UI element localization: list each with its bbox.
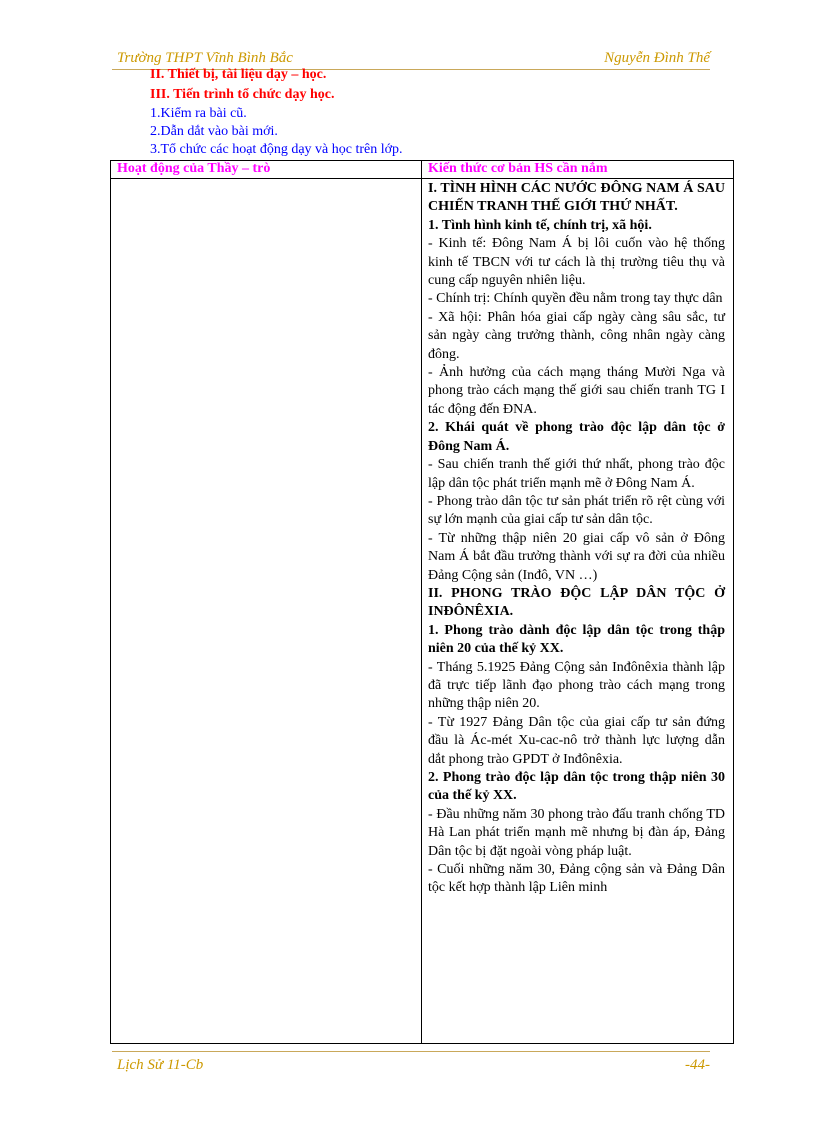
lesson-table <box>110 160 734 1044</box>
col-header-activities: Hoạt động của Thầy – trò <box>111 161 422 179</box>
content-heading: 1. Tình hình kinh tế, chính trị, xã hội. <box>428 217 652 233</box>
section-equipment: II. Thiết bị, tài liệu dạy – học. <box>150 67 327 82</box>
knowledge-content <box>422 179 733 1043</box>
content-paragraph: - Phong trào dân tộc tư sản phát triển rõ rệt cùng với sự lớn mạnh của giai cấp tư sản dân tộc. <box>428 493 725 528</box>
content-paragraph: - Chính trị: Chính quyền đều nằm trong tay thực dân <box>428 291 723 307</box>
content-heading: II. PHONG TRÀO ĐỘC LẬP DÂN TỘC Ở INĐÔNÊXIA. <box>428 585 725 620</box>
content-heading: 1. Phong trào dành độc lập dân tộc trong thập niên 20 của thế kỷ XX. <box>428 622 725 657</box>
content-paragraph: - Tháng 5.1925 Đảng Cộng sản Inđônêxia thành lập đã trực tiếp lãnh đạo phong trào cách mạng trong những thập niên 20. <box>428 659 725 712</box>
content-paragraph: - Ảnh hưởng của cách mạng tháng Mười Nga và phong trào cách mạng thế giới sau chiến tranh TG I tác động đến ĐNA. <box>428 365 725 417</box>
content-paragraph: - Từ những thập niên 20 giai cấp vô sản ở Đông Nam Á bắt đầu trưởng thành với sự ra đời của nhiều Đảng Cộng sản (Inđô, VN …) <box>428 530 725 583</box>
header-school: Trường THPT Vĩnh Bình Bắc <box>117 50 293 66</box>
step-1: 1.Kiểm ra bài cũ. <box>150 106 247 121</box>
content-paragraph: - Kinh tế: Đông Nam Á bị lôi cuốn vào hệ thống kinh tế TBCN với tư cách là thị trường tiêu thụ và cung cấp nguyên nhiên liệu. <box>428 236 725 289</box>
content-paragraph: - Đầu những năm 30 phong trào đấu tranh chống TD Hà Lan phát triển mạnh mẽ nhưng bị đàn áp, Đảng Dân tộc bị đặt ngoài vòng pháp luật. <box>428 806 725 859</box>
footer-subject: Lịch Sử 11-Cb <box>117 1057 204 1073</box>
activities-cell <box>111 179 422 1044</box>
knowledge-cell <box>422 179 734 1044</box>
content-paragraph: - Từ 1927 Đảng Dân tộc của giai cấp tư sản đứng đầu là Ác-mét Xu-cac-nô trở thành lực lượng dẫn dắt phong trào GPDT ở Inđônêxia. <box>428 714 725 767</box>
header-author: Nguyễn Đình Thế <box>604 50 710 66</box>
footer-page-number: -44- <box>685 1057 710 1073</box>
content-paragraph: - Cuối những năm 30, Đảng cộng sản và Đảng Dân tộc kết hợp thành lập Liên minh <box>428 862 725 896</box>
step-3: 3.Tổ chức các hoạt động dạy và học trên lớp. <box>150 142 403 157</box>
content-paragraph: - Sau chiến tranh thế giới thứ nhất, phong trào độc lập dân tộc phát triển mạnh mẽ ở Đông Nam Á. <box>428 457 725 491</box>
step-2: 2.Dẫn dắt vào bài mới. <box>150 124 278 139</box>
content-heading: 2. Khái quát về phong trào độc lập dân tộc ở Đông Nam Á. <box>428 420 725 454</box>
col-header-knowledge: Kiến thức cơ bản HS cần nắm <box>422 161 734 179</box>
table-body-row <box>111 179 734 1044</box>
content-heading: 2. Phong trào độc lập dân tộc trong thập niên 30 của thế kỷ XX. <box>428 770 725 804</box>
content-heading: I. TÌNH HÌNH CÁC NƯỚC ĐÔNG NAM Á SAU CHIẾN TRANH THẾ GIỚI THỨ NHẤT. <box>428 181 725 215</box>
section-process: III. Tiến trình tổ chức dạy học. <box>150 87 335 102</box>
content-paragraph: - Xã hội: Phân hóa giai cấp ngày càng sâu sắc, tư sản ngày càng trưởng thành, công nhân ngày càng đông. <box>428 309 725 362</box>
footer-rule <box>112 1051 710 1052</box>
table-header-row <box>111 161 734 179</box>
